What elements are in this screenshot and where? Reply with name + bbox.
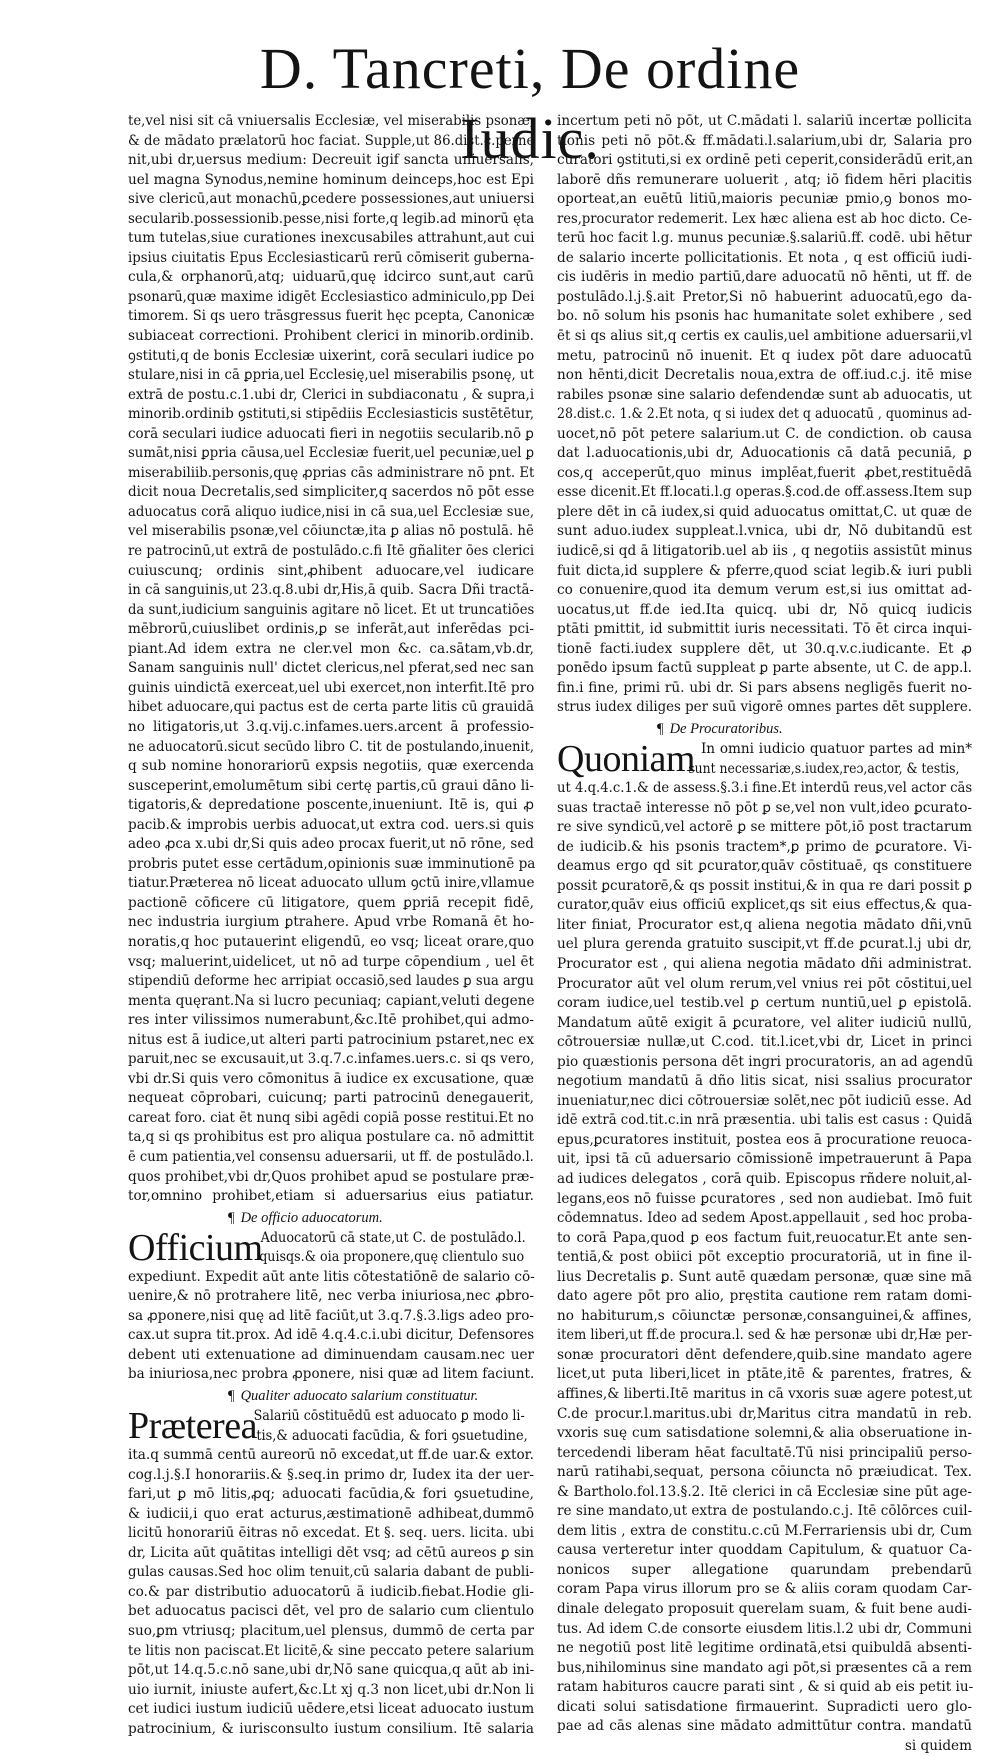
text-line: tionis peti nō pōt.& ff.mādati.l.salarium,ubi dr, Salaria pro [557, 132, 972, 149]
text-line: negotium mandatū ā dño litis sicat, nisi ssalius procurator [557, 1073, 972, 1090]
text-line: timorem. Si qs uero trāsgressus fuerit hęc pcepta, Canonicæ [128, 308, 535, 325]
text-line: te,vel nisi sit cā vniuersalis Ecclesiæ, vel miserabilis psonæ, [128, 113, 535, 129]
text-line: sunt necessariæ,s.iudex,reɔ,actor, & testis, [688, 760, 960, 777]
text-line: curator,quāv eius officiū explicet,qs sit eius effectus,& qua- [557, 897, 972, 914]
heading-qualiter-salarium [128, 1385, 534, 1407]
text-line: licitū honorariū ēitras nō excedat. Et §. seq. uers. licita. ubi [128, 1525, 534, 1542]
text-line: suo,ꝑm vtriusq; placitum,uel plensus, dummō de certa par [128, 1623, 534, 1640]
text-line: tiatur.Præterea nō liceat aduocato ullum ꝯctū inire,vllamue [128, 875, 535, 892]
text-line: tionē facti.iudex supplere dēt, ut 30.q.v.c.iudicante. Et ꝓ [557, 640, 972, 657]
text-line: uel plura gerenda gratuito suscipit,vt ff.de ꝑcurat.l.j ubi dr, [557, 936, 972, 953]
text-line: metu, patrocinū nō inuenit. Et q iudex pōt dare aduocatū [557, 347, 972, 364]
text-line: debent uti extenuatione ad diminuendam causam.nec uer [128, 1346, 534, 1363]
catchword: si quidem [904, 1737, 972, 1754]
praeterea-initial-word: Præterea [128, 1405, 257, 1447]
text-line: cōtrouersiæ nullæ,ut C.cod. tit.l.icet,vbi dr, Licet in princi [557, 1034, 972, 1051]
text-line: susceperint,emolumētum sibi certę partis,cū graui dāno li- [128, 777, 534, 794]
text-line: lius Decretalis ꝑ. Sunt autē quædam personæ, quæ sine mā [557, 1268, 972, 1285]
text-line: nec industria iurgium ꝑtrahere. Apud vrbe Romanā ēt ho- [128, 914, 534, 931]
text-line: laborē dñs remunerare uoluerit , atq; iō fidem hēri placitis [557, 171, 972, 188]
right-opening-paragraph [557, 112, 972, 718]
text-line: pōt,ut 14.q.5.c.nō sane,ubi dr,Nō sane quicqua,q aūt ab ini- [128, 1662, 535, 1679]
text-line: suas tractaē interesse nō pōt ꝑ se,vel non vult,ideo ꝑcurato- [557, 799, 972, 816]
text-line: non hēnti,dicit Decretalis noua,extra de off.iud.c.j. itē mise [557, 367, 972, 384]
text-line: dem litis , extra de constitu.c.cū M.Ferrariensis ubi dr, Cum [557, 1522, 972, 1539]
text-line: vxoris suę cum satisdatione solemni,& alia obseruatione in- [557, 1425, 972, 1442]
text-line: ne negotiū post litē legitime ordinatā,etsi quibuldā absenti- [557, 1640, 972, 1657]
text-line: sa ꝓponere,nisi quę ad litē faciūt,ut 3.q.7.§.3.ligs adeo pro- [128, 1307, 534, 1324]
officium-paragraph [128, 1226, 535, 1385]
text-line: Sanam sanguinis null' dictet clericus,nel pferat,sed nec san [128, 660, 535, 677]
text-line: nequeat cōprobari, cuicunq; parti patrocinū denegauerit, [128, 1090, 534, 1107]
text-line: nitus est ā iudice,ut alteri parti patrocinium pstaret,nec ex [128, 1031, 534, 1048]
text-line: to corā Papa,quod ꝑ eos factum fuit,reuocatur.Et ante sen- [557, 1229, 972, 1246]
praeterea-body [128, 1407, 534, 1739]
text-line: no litigatoris,ut 3.q.vij.c.infames.uers.arcent ā professio- [128, 718, 534, 735]
text-line: fari,ut ꝑ mō litis,ꝓq; aduocati facūdia,& fori ꝯsuetudine, [128, 1486, 534, 1503]
text-line: aduocatus corā aliquo iudice,nisi in cā sua,uel Ecclesiæ sue, [128, 503, 535, 520]
text-line: sonæ procuratori dēnt defendere,quib.sine mandato agere [557, 1346, 972, 1363]
text-line: cog.l.j.§.I honorariis.& §.seq.in primo dr, Iudex ita der uer- [128, 1466, 534, 1483]
text-line: curatori ꝯstituti,si ex ordinē peti ceperit,considerādū erit,an [557, 152, 973, 169]
text-line: cula,& orphanorū,atq; uiduarū,quę idcirco sunt,aut carū [128, 269, 534, 286]
text-line: nit,ubi dr,uersus medium: Decreuit igif sancta uniuersalis, [128, 152, 534, 169]
text-line: sunt aduo.iudex suppleat.l.vnica, ubi dr, Nō dubitandū est [557, 523, 972, 540]
heading-text: Qualiter aduocato salarium constituatur. [240, 1388, 479, 1404]
text-line: tis,& aduocati facūdia, & fori ꝯsuetudine, [256, 1427, 528, 1444]
text-line: dato agere pōt pro alio, pręstita cautione rem ratam domi- [557, 1288, 972, 1305]
text-line: uit, ipsi tā cū aduersario cōmissionē impetrauerunt ā Papa [557, 1151, 972, 1168]
text-line: vel miserabilis psonæ,vel cōiunctæ,ita ꝑ alias nō postulā. hē [128, 523, 534, 540]
right-column [557, 112, 974, 1754]
text-line: q sub nomine honorariorū expsis negotiis, quæ exercenda [128, 758, 534, 775]
heading-de-procuratoribus [557, 718, 972, 740]
text-line: co conuenire,quod ita demum verum est,si ius omittat ad- [557, 582, 972, 599]
text-line: uocet,nō pōt petere salarium.ut C. de condiction. ob causa [557, 425, 972, 442]
text-line: mēbrorū,cuiuslibet ordinis,ꝑ se inferāt,aut inferēdas pci- [128, 621, 534, 638]
text-line: careat foro. ciat ēt nunq sibi agēdi copiā posse restitui.Et no [128, 1109, 534, 1126]
text-line: hibet aduocare,qui pactus est de certa parte litis cū grauidā [128, 699, 534, 716]
text-line: pactionē cōficere cū litigatore, quem ꝑpriā recepit fidē, [128, 894, 534, 911]
text-line: subiaceat correctioni. Prohibent clerici in minorib.ordinib. [128, 328, 534, 345]
text-line: 28.dist.c. 1.& 2.Et nota, q si iudex det q aduocatū , quominus ad- [557, 406, 972, 423]
text-line: secularib.possessionib.pesse,nisi forte,q legib.ad minorū ęta [128, 210, 535, 227]
text-line: piant.Ad idem extra ne cler.vel mon &c. ca.sātam,vb.dr, [128, 640, 534, 657]
text-line: dicati solui satisdatione firmauerint. Supradicti uero glo- [557, 1698, 972, 1715]
pilcrow-icon: ¶ [228, 1388, 235, 1404]
text-line: ut 4.q.4.c.1.& de assess.§.3.i fine.Et interdū reus,vel actor cās [557, 780, 973, 797]
text-line: guinis uindictā exerceat,uel ubi exercet,non interfit.Itē pro [128, 679, 535, 696]
text-line: cet iudici iustum iudiciū uēdere,etsi liceat aduocato iustum [128, 1701, 535, 1718]
text-line: narū ratihabi,sequat, persona cōiuncta nō præiudicat. Tex. [557, 1464, 972, 1481]
text-line: dinale delegato proposuit querelam suam, & fuit bene audi- [557, 1601, 972, 1618]
text-line: inueniatur,nec dici cōtrouersiæ solēt,nec pōt iudiciū esse. Ad [557, 1092, 972, 1109]
text-line: de salario incerte pollicitationis. Et nota , q est officiū iudi- [557, 249, 972, 266]
text-line: causa verteretur inter quoddam Capitulum, & quatuor Ca- [557, 1542, 972, 1559]
text-line: ēt si qs alius sit,q certis ex caulis,uel ambitione aduersarii,vl [557, 328, 973, 345]
text-line: extrā de postu.c.1.ubi dr, Clerici in subdiaconatu , & supra,i [128, 386, 535, 403]
text-line: psonarū,quæ maxime idigēt Ecclesiastico adminiculo,pp Dei [128, 288, 535, 305]
text-line: ē cum patientia,vel consensu aduersarii, ut ff. de postulādo.l. [128, 1148, 534, 1165]
text-line: quisqs.& oia proponere,quę clientulo suo [259, 1249, 525, 1266]
praeterea-paragraph [128, 1407, 534, 1739]
text-line: In omni iudicio quatuor partes ad min* [700, 740, 972, 757]
running-head: D. Tancreti, De ordine Iudic. [259, 36, 801, 171]
text-line: coram iudice,uel testib.vel ꝑ certum nuntiū,uel ꝑ epistolā. [557, 995, 972, 1012]
text-line: rabiles psonæ sine salario defendendæ sunt ab aduocatis, ut [557, 386, 972, 403]
text-line: sive clericū,aut monachū,ꝑcedere possessiones,aut uniuersi [128, 191, 535, 208]
text-line: ꝯstituti,q de bonis Ecclesiæ uixerint, corā seculari iudice po [128, 347, 535, 364]
text-line: pio quæstionis persona dēt ingri procuratoris, an ad agendū [557, 1053, 974, 1070]
text-line: res,procurator redemerit. Lex hæc aliena est ab hoc dicto. Ce- [557, 210, 973, 227]
text-line: cax.ut supra tit.prox. Ad idē 4.q.4.c.i.ubi dicitur, Defensores [128, 1327, 535, 1344]
text-line: affines,& liberti.Itē maritus in cā vxoris suæ agere potest,ut [557, 1386, 972, 1402]
text-line: uel magna Synodus,nemine hominum deinceps,hoc est Epi [128, 171, 534, 188]
text-line: dicit noua Decretalis,sed simpliciter,q sacerdos nō pōt esse [128, 484, 535, 501]
text-line: co.& par distributio aduocatorū ā iudicib.fiebat.Hodie gli- [128, 1583, 534, 1600]
text-line: Mandatum aūtē exigit ā ꝑcuratore, vel aliter iudiciū nullū, [557, 1014, 972, 1031]
text-line: epus,ꝑcuratores instituit, postea eos ā procuratione reuoca- [557, 1131, 972, 1148]
text-line: da sunt,iudicium sanguinis agitare nō licet. Et ut truncatiōes [128, 601, 535, 618]
text-line: cōdemnatus. Ideo ad sedem Apost.appellauit , sed hoc proba- [557, 1210, 973, 1227]
text-line: paruit,nec se excusauit,ut 3.q.7.c.infames.uers.c. si qs vero, [128, 1051, 535, 1068]
text-line: fuit dicta,id supplere & pferre,quod sciat legib.& iuri publi [557, 562, 972, 579]
text-line: vbi dr.Si quis vero cōmonitus ā iudice ex excusatione, quæ [128, 1070, 534, 1087]
text-line: dr, Licita aūt quātitas intelligi dēt vsq; ad cētū aureos ꝑ sin [128, 1544, 534, 1561]
text-line: minorib.ordinib ꝯstituti,si stipēdiis Ecclesiasticis sustētētur, [128, 406, 535, 423]
text-line: legans,eos nō fuisse ꝑcuratores , sed non audiebat. Imō fuit [557, 1190, 972, 1207]
text-line: iudicē,si qd ā litigatorib.uel ab iis , q negotiis assistūt minus [557, 543, 973, 560]
text-line: cos,q acceperūt,quo minus implēat,fuerit ꝓbet,restituēdā [557, 464, 972, 481]
text-line: menta quęrant.Na si lucro pecuniaq; capiant,veluti degene [128, 992, 535, 1009]
text-line: vsq; maluerint,uidelicet, ut nō ad turpe cōpendium , uel ēt [128, 953, 534, 970]
left-column [128, 112, 536, 1737]
text-line: ne aduocatorū.sicut secūdo libro C. tit de postulando,inuenit, [128, 738, 535, 755]
text-line: item liberi,ut ff.de procura.l. sed & hæ personæ ubi dr,Hæ per- [557, 1327, 973, 1344]
text-line: tor,omnino prohibet,etiam si aduersarius eius patiatur. [128, 1188, 534, 1205]
text-line: C.de procur.l.maritus.ubi dr,Maritus citra mandatū in reb. [557, 1405, 972, 1422]
text-line: uocatus,ut ff.de ied.Ita quicq. ubi dr, Nō quicq iudicis [557, 601, 972, 618]
text-line: fin.i fine, primi rū. ubi dr. Si pars absens negligēs fuerit no- [557, 679, 972, 696]
text-line: pae ad cās alenas sine mādato admittūtur contra. mandatū [557, 1718, 972, 1735]
text-line: strus iudex diliges per suū vigorē omnes partes dēt supplere. [557, 699, 972, 716]
text-line: tum tutelas,siue curationes inexcusabiles attrahunt,aut cui [128, 230, 535, 247]
text-line: Procurator aūt vel olum rerum,vel vnius rei pōt cōstitui,uel [557, 975, 972, 992]
quoniam-paragraph [557, 737, 974, 1737]
officium-initial-word: Officium [128, 1226, 263, 1269]
text-line: bet aduocatus pacisci dēt, vel pro de salario cum clientulo [128, 1603, 534, 1620]
text-line: coram Papa virus illorum pro se & aliis coram quodam Car- [557, 1581, 972, 1598]
text-line: oporteat,an euētū litiū,maioris pecuniæ pmio,ꝯ bonos mo- [557, 191, 972, 208]
text-line: & Bartholo.fol.13.§.2. Itē clerici in cā Ecclesiæ sine pūt age- [557, 1483, 972, 1500]
text-line: corā seculari iudice aduocati fieri in negotiis secularib.nō ꝑ [128, 425, 534, 442]
text-line: licet,ut puta liberi,licet in ptāte,itē & parentes, fratres, & [557, 1366, 972, 1383]
text-line: uenire,& nō protrahere litē, nec verba iniuriosa,nec ꝓbro- [128, 1288, 534, 1305]
text-line: & iudicii,i quo erat acturus,æstimationē adhibeat,dummō [128, 1505, 534, 1522]
text-line: incertum peti nō pōt, ut C.mādati l. salariū incertæ pollicita [557, 113, 972, 129]
text-line: ipsius ciuitatis Epus Ecclesiasticarū rerū cōmiserit guberna- [128, 249, 535, 266]
text-line: bus,nihilominus sine mandato agi pōt,si præsentes cā a rem [557, 1659, 972, 1676]
text-line: res inter vilissimos numerabunt,&c.Itē prohibet,qui admo- [128, 1012, 534, 1029]
text-line: tentiā,& post obiici pōt exceptio procuratoriā, ut in fine il- [557, 1249, 972, 1266]
text-line: re sive syndicū,vel actorē ꝑ se mittere pōt,iō post tractarum [557, 819, 972, 836]
text-line: & de mādato prælatorū hoc faciat. Supple,ut 86.dist.c.perne [128, 132, 535, 149]
text-line: tus. Ad idem C.de consorte eiusdem litis.l.2 ubi dr, Communi [557, 1620, 972, 1637]
text-line: pacib.& improbis uerbis aduocat,ut extra cod. uers.si quis [128, 816, 534, 833]
text-line: no habiturum,s cōiunctæ personæ,consanguinei,& affines, [557, 1307, 972, 1324]
text-line: dat l.aduocationis,ubi dr, Aduocationis cā datā pecuniā, ꝑ [557, 445, 972, 462]
text-line: idē extrā cod.tit.c.in nrā præsentia. ubi talis est casus : Quidā [557, 1112, 973, 1129]
text-line: re sine mandato,ut extra de postulando.c.j. Itē cōlōrces cuil- [557, 1503, 973, 1520]
heading-text: De Procuratoribus. [669, 720, 783, 737]
text-line: deamus ergo qd sit ꝑcurator,quāv cōstituaē, qs constituere [557, 858, 972, 875]
text-line: tercedendi liberam hēat facultatē.Tū nisi principaliū perso- [557, 1444, 972, 1461]
officium-body [128, 1226, 535, 1385]
quoniam-initial-word: Quoniam [557, 737, 695, 780]
text-line: gulas causas.Sed hoc olim tenuit,cū salaria dabant de publi- [128, 1564, 534, 1581]
text-line: terū hoc facit l.g. munus pecuniæ.§.salariū.ff. codē. ubi hētur [557, 230, 972, 247]
text-line: te litis non paciscat.Et licitē,& sine peccato petere salarium [128, 1642, 535, 1659]
text-line: uio iurnit, iniuste aufert,&c.Lt xj q.3 non licet,ubi dr.Non li [128, 1681, 534, 1698]
left-opening-paragraph [128, 112, 534, 1207]
text-line: ta,q si qs prohibitus est pro aliqua postulare ca. nō admittit [128, 1129, 535, 1146]
text-line: stipendiū deforme hec arripiat occasiō,sed laudes ꝑ sua argu [128, 973, 534, 990]
text-line: sumāt,nisi ꝑpria cāusa,uel Ecclesiæ fuerit,uel pecuniæ,uel ꝑ [128, 445, 535, 462]
text-line: ponēdo ipsum factū suppleat ꝑ parte absente, ut C. de app.l. [557, 660, 972, 677]
text-line: esse dicenit.Et ff.locati.l.g operas.§.cod.de off.assess.Item sup [557, 484, 972, 501]
text-line: Aduocatorū cā state,ut C. de postulādo.l. [260, 1229, 526, 1246]
text-line: re patrocinū,ut extrā de postulādo.c.fi Itē gñaliter ōes clerici [128, 543, 535, 560]
text-line: patrocinium, & iurisconsulto iustum consilium. Itē salaria [128, 1720, 534, 1737]
text-line: ptāti pmittit, id submittit iuris necessitati. Tō ēt circa inqui- [557, 621, 972, 638]
text-line: adeo ꝓca x.ubi dr,Si quis adeo procax fuerit,ut nō rōne, sed [128, 836, 534, 853]
text-line: possit ꝑcuratorē,& qs possit institui,& in qua re dari possit ꝑ [557, 877, 973, 894]
text-line: noratis,q hoc putauerint eligendū, eo vsq; liceat orare,quo [128, 933, 534, 950]
text-line: nonicos super allegatione quarundam prebendarū [557, 1561, 972, 1578]
text-line: plere dēt in cā iudex,si quid aduocatus omittat,C. ut quæ de [557, 503, 972, 520]
text-line: probris putet esse certādum,opinionis suæ imminutionē pa [128, 855, 536, 872]
text-line: ad iudices delegatos , corā quib. Episcopus rñdere noluit,al- [557, 1170, 972, 1187]
pilcrow-icon: ¶ [228, 1209, 235, 1226]
text-line: quos prohibet,vbi dr,Quos prohibet apud se postulare præ- [128, 1168, 534, 1185]
quoniam-body [557, 737, 974, 1737]
pilcrow-icon: ¶ [657, 720, 664, 737]
text-line: bo. nō solum his psonis hac humanitate solet exhibere , sed [557, 308, 972, 325]
text-line: Salariū cōstituēdū est aduocato ꝑ modo li- [253, 1408, 525, 1424]
text-line: miserabiliib.personis,quę ꝓprias cās administrare nō pnt. Et [128, 464, 535, 481]
heading-de-officio-aduocatorum [128, 1207, 534, 1229]
text-line: stulare,nisi in cā ꝑpria,uel Ecclesię,uel miserabilis psonę, ut [128, 367, 534, 384]
text-line: expediunt. Expedit aūt ante litis cōtestatiōnē de salario cō- [128, 1268, 535, 1285]
text-line: liter finiat, Procurator est,q aliena negotia mādato dñi,vnū [557, 916, 972, 933]
heading-text: De officio aduocatorum. [240, 1209, 383, 1226]
text-line: Procurator est , qui aliena negotia mādato dñi administrat. [557, 955, 972, 972]
text-line: cis iudēris in medio partiū,dare aduocatū nō hēnti, ut ff. de [557, 269, 972, 286]
text-line: ba iniuriosa,nec probra ꝓponere, nisi quæ ad litem faciunt. [128, 1366, 535, 1383]
text-line: in cā sanguinis,ut 23.q.8.ubi dr,His,ā quib. Sacra Dñi tractā- [128, 582, 534, 599]
text-line: postulādo.l.j.§.ait Pretor,Si nō habuerint aduocatū,ego da- [557, 288, 972, 305]
text-line: de iudicib.& his psonis tractem*,ꝑ primo de ꝑcuratore. Vi- [557, 838, 972, 855]
text-line: ratam habituros caucre parati sint , & si quid ab eis petit iu- [557, 1679, 974, 1696]
text-line: tigatoris,& depredatione poscente,inueniunt. Itē is, qui ꝓ [128, 797, 534, 814]
text-line: ita.q summā centū aureorū nō excedat,ut ff.de uar.& extor. [128, 1447, 534, 1464]
text-line: cuiuscunq; ordinis sint,ꝓhibent aduocare,vel iudicare [128, 562, 534, 579]
